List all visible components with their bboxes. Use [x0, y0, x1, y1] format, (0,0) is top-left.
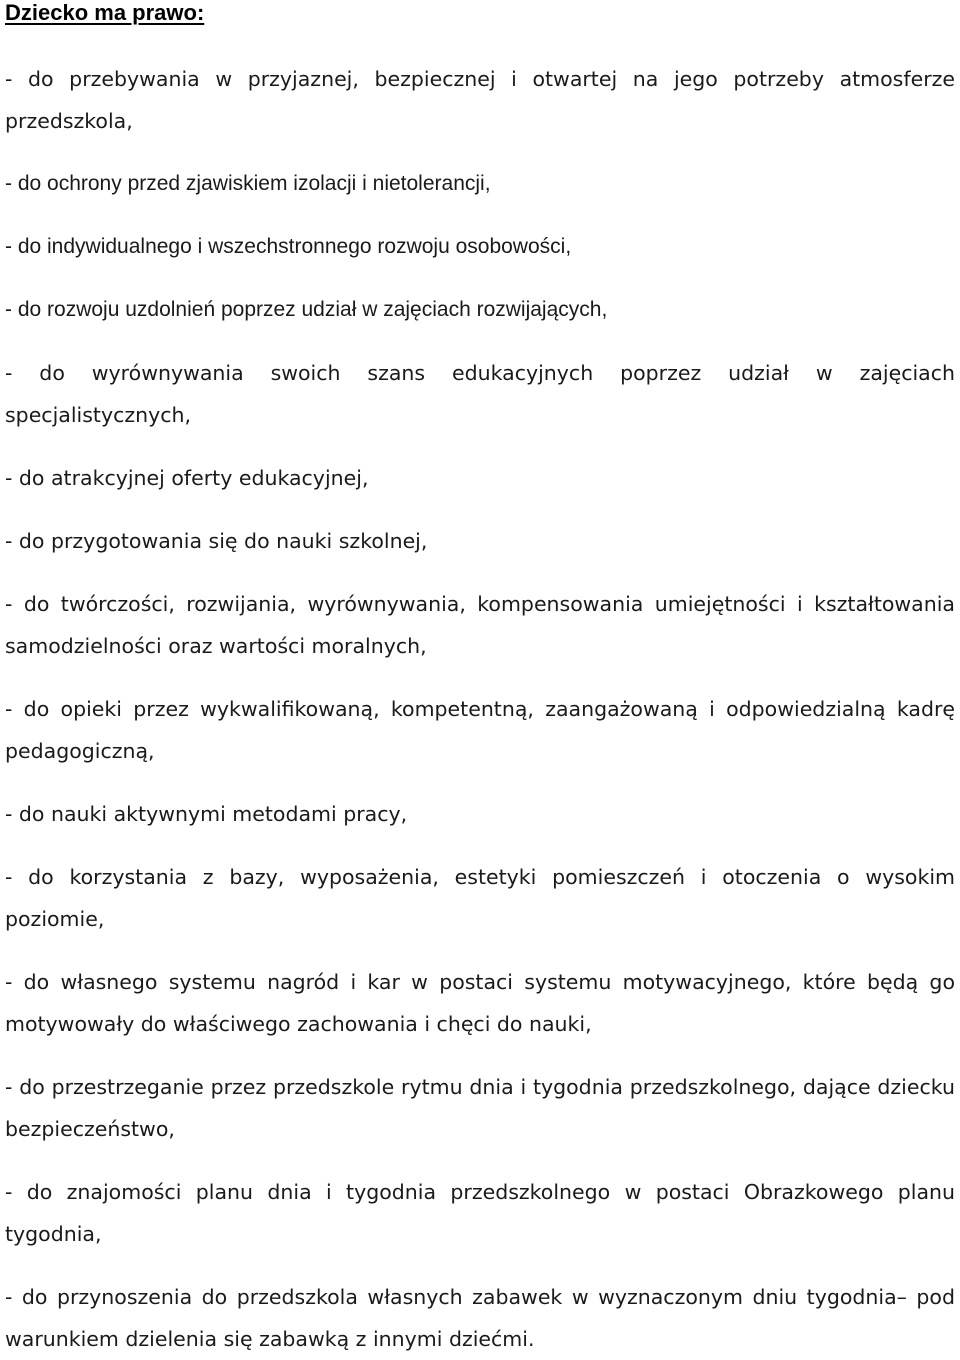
list-item: - do twórczości, rozwijania, wyrównywania, kompensowania umiejętności i kształtowania samodzielności oraz wartości moralnych, — [5, 592, 955, 658]
list-item: - do przygotowania się do nauki szkolnej, — [5, 529, 428, 553]
list-item: - do przebywania w przyjaznej, bezpiecznej i otwartej na jego potrzeby atmosferze przedszkola, — [5, 67, 955, 133]
document-title: Dziecko ma prawo: — [5, 0, 205, 25]
list-item: - do indywidualnego i wszechstronnego rozwoju osobowości, — [5, 235, 572, 258]
list-item: - do przestrzeganie przez przedszkole rytmu dnia i tygodnia przedszkolnego, dające dziecku bezpieczeństwo, — [5, 1075, 955, 1141]
list-item: - do opieki przez wykwalifikowaną, kompetentną, zaangażowaną i odpowiedzialną kadrę pedagogiczną, — [5, 697, 955, 763]
list-item: - do ochrony przed zjawiskiem izolacji i nietolerancji, — [5, 172, 491, 195]
list-item: - do własnego systemu nagród i kar w postaci systemu motywacyjnego, które będą go motywowały do właściwego zachowania i chęci do nauki, — [5, 970, 955, 1036]
list-item: - do nauki aktywnymi metodami pracy, — [5, 802, 408, 826]
document-page — [5, 0, 955, 1360]
list-item: - do korzystania z bazy, wyposażenia, estetyki pomieszczeń i otoczenia o wysokim poziomie, — [5, 865, 955, 931]
list-item: - do znajomości planu dnia i tygodnia przedszkolnego w postaci Obrazkowego planu tygodnia, — [5, 1180, 955, 1246]
list-item: - do atrakcyjnej oferty edukacyjnej, — [5, 466, 369, 490]
list-item: - do rozwoju uzdolnień poprzez udział w zajęciach rozwijających, — [5, 298, 608, 321]
list-item: - do przynoszenia do przedszkola własnych zabawek w wyznaczonym dniu tygodnia– pod warunkiem dzielenia się zabawką z innymi dziećmi. — [5, 1285, 955, 1351]
list-item: - do wyrównywania swoich szans edukacyjnych poprzez udział w zajęciach specjalistycznych, — [5, 361, 955, 427]
